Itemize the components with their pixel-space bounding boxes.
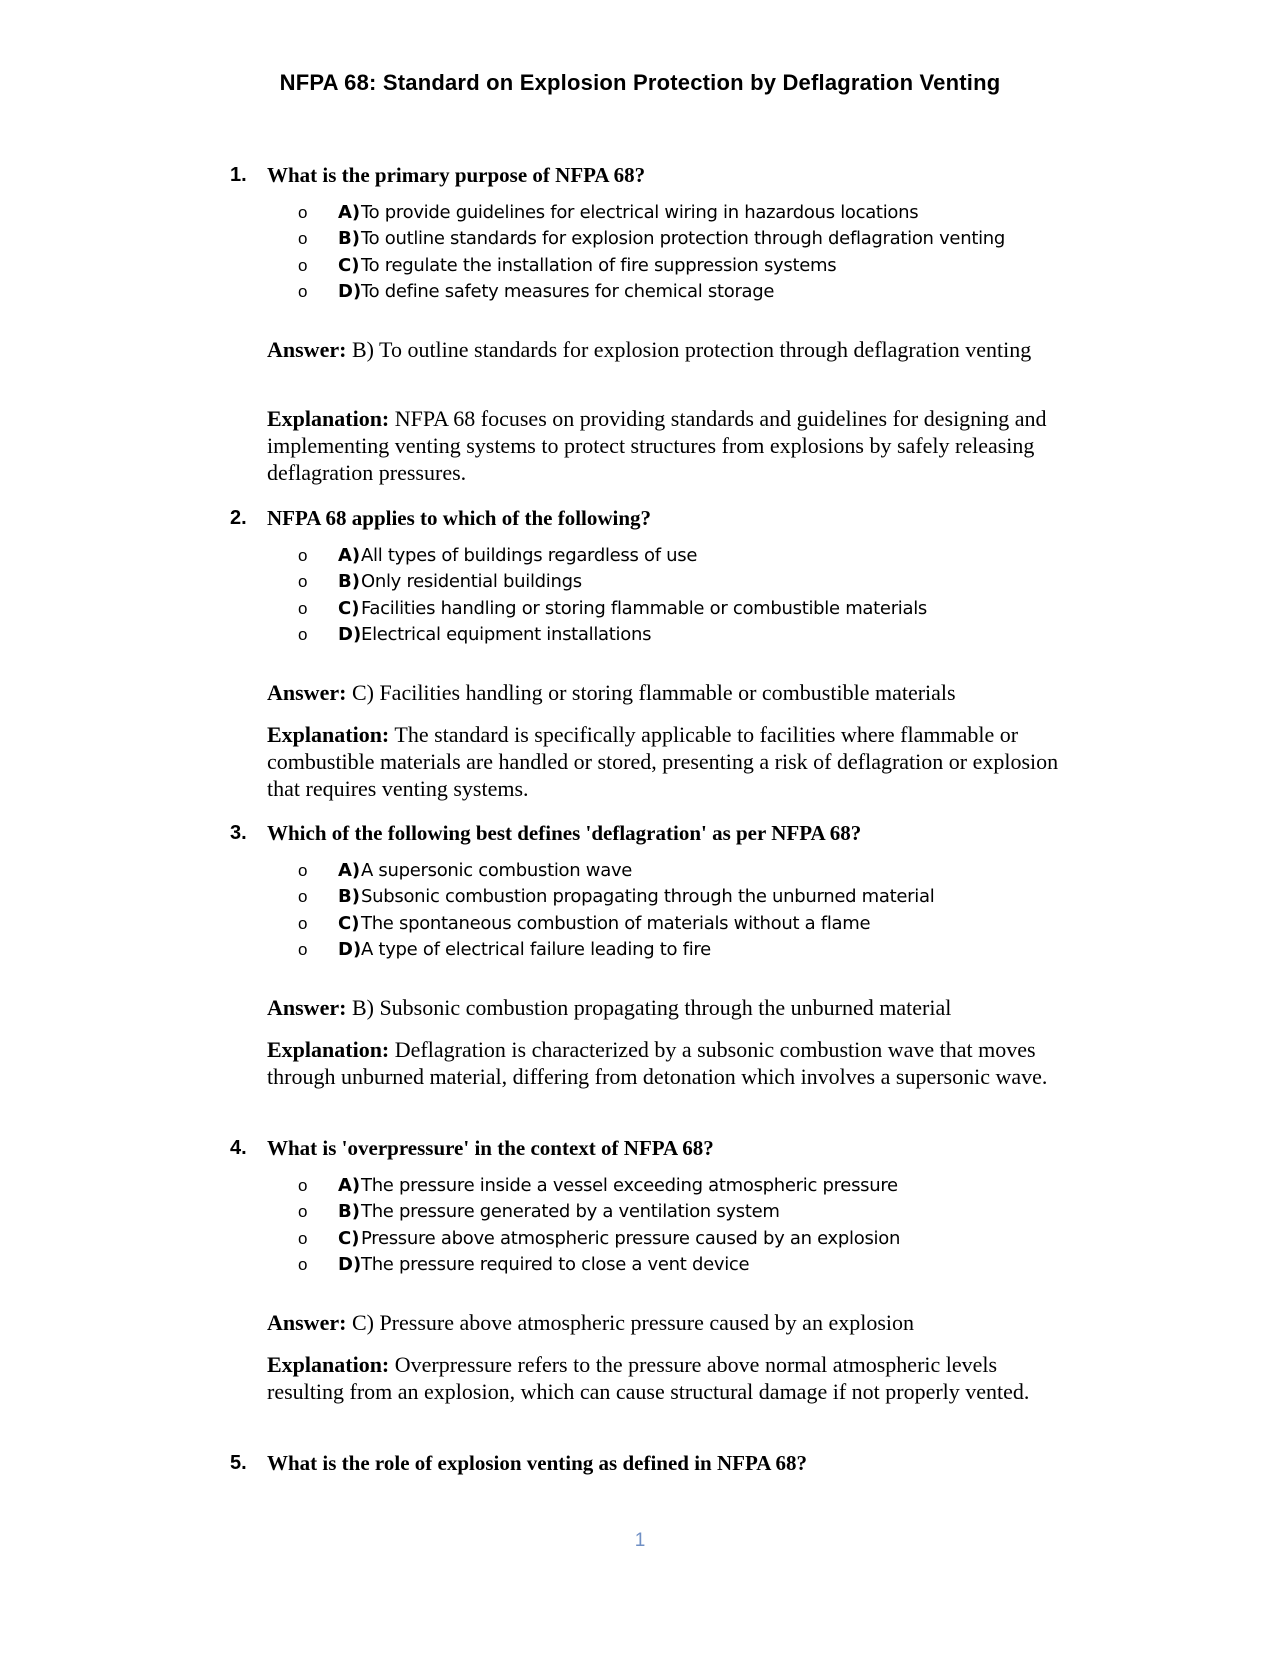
- bullet-icon: o: [298, 1254, 308, 1274]
- question-heading: [0, 1133, 1280, 1163]
- option-text: To outline standards for explosion protection through deflagration venting: [361, 228, 1006, 250]
- option-key: D): [338, 938, 362, 960]
- option-key: A): [338, 860, 361, 881]
- question-heading: [0, 818, 1280, 848]
- explanation-text: Overpressure refers to the pressure above normal atmospheric levels resulting from an explosion, which can cause structural damage if not properly vented.: [267, 1352, 1030, 1404]
- explanation-text: Deflagration is characterized by a subsonic combustion wave that moves through unburned material, differing from detonation which involves a supersonic wave.: [267, 1037, 1048, 1089]
- option-key: B): [338, 228, 360, 250]
- bullet-icon: o: [298, 255, 308, 275]
- bullet-icon: o: [298, 572, 308, 592]
- option-text: Only residential buildings: [361, 571, 582, 593]
- answer-text: B) Subsonic combustion propagating through the unburned material: [351, 995, 952, 1020]
- explanation-text: The standard is specifically applicable to facilities where flammable or combustible materials are handled or stored, presenting a risk of deflagration or explosion that requires venting systems.: [267, 722, 1059, 801]
- question-number: 5.: [230, 1452, 247, 1474]
- option-text: The pressure inside a vessel exceeding atmospheric pressure: [361, 1175, 898, 1196]
- option-a: [0, 1173, 1280, 1199]
- option-b: [0, 569, 1280, 595]
- option-list: [0, 858, 1280, 963]
- option-b: [0, 884, 1280, 910]
- answer: [267, 1309, 1077, 1336]
- option-d: [0, 279, 1280, 305]
- explanation-label: Explanation:: [267, 1037, 390, 1062]
- bullet-icon: o: [298, 598, 308, 618]
- question-number: 1.: [230, 164, 247, 186]
- option-c: [0, 253, 1280, 279]
- bullet-icon: o: [298, 1228, 308, 1248]
- explanation-label: Explanation:: [267, 722, 390, 747]
- bullet-icon: o: [298, 203, 308, 222]
- page-title: NFPA 68: Standard on Explosion Protection by Deflagration Venting: [279, 70, 1001, 95]
- option-key: D): [338, 623, 362, 645]
- option-text: A supersonic combustion wave: [361, 860, 633, 881]
- option-key: D): [338, 280, 362, 302]
- answer-text: C) Facilities handling or storing flammable or combustible materials: [351, 680, 956, 705]
- bullet-icon: o: [298, 624, 308, 644]
- bullet-icon: o: [298, 913, 308, 933]
- option-text: Pressure above atmospheric pressure caused by an explosion: [361, 1227, 901, 1249]
- bullet-icon: o: [298, 229, 308, 249]
- question-number: 3.: [230, 822, 247, 844]
- option-text: A type of electrical failure leading to fire: [361, 938, 711, 960]
- bullet-icon: o: [298, 861, 308, 880]
- page-number: 1: [634, 1530, 646, 1551]
- option-d: [0, 937, 1280, 963]
- option-key: C): [338, 597, 360, 619]
- answer: [267, 336, 1077, 363]
- option-d: [0, 622, 1280, 648]
- question-heading: [0, 503, 1280, 533]
- option-a: [0, 543, 1280, 569]
- explanation: [267, 405, 1077, 486]
- option-c: [0, 911, 1280, 937]
- option-key: C): [338, 254, 360, 276]
- option-text: The pressure generated by a ventilation system: [361, 1201, 780, 1223]
- option-text: All types of buildings regardless of use: [361, 545, 698, 566]
- option-b: [0, 226, 1280, 252]
- option-key: B): [338, 571, 360, 593]
- option-key: B): [338, 886, 360, 908]
- bullet-icon: o: [298, 1176, 308, 1195]
- option-c: [0, 1226, 1280, 1252]
- option-list: [0, 200, 1280, 305]
- option-text: To provide guidelines for electrical wiring in hazardous locations: [361, 202, 919, 223]
- option-key: B): [338, 1201, 360, 1223]
- question-text: What is the primary purpose of NFPA 68?: [267, 163, 646, 187]
- option-key: A): [338, 1175, 361, 1196]
- answer-label: Answer:: [267, 995, 347, 1020]
- option-key: A): [338, 545, 361, 566]
- option-key: A): [338, 202, 361, 223]
- question-text: NFPA 68 applies to which of the following?: [267, 506, 652, 530]
- option-text: Subsonic combustion propagating through the unburned material: [361, 886, 935, 908]
- question-text: Which of the following best defines 'deflagration' as per NFPA 68?: [267, 821, 862, 845]
- option-list: [0, 543, 1280, 648]
- option-d: [0, 1252, 1280, 1278]
- explanation-label: Explanation:: [267, 406, 390, 431]
- question-heading: [0, 160, 1280, 190]
- bullet-icon: o: [298, 887, 308, 907]
- bullet-icon: o: [298, 281, 308, 301]
- explanation-text: NFPA 68 focuses on providing standards and guidelines for designing and implementing venting systems to protect structures from explosions by safely releasing deflagration pressures.: [267, 406, 1047, 485]
- answer-label: Answer:: [267, 337, 347, 362]
- answer: [267, 994, 1077, 1021]
- option-text: To define safety measures for chemical storage: [361, 280, 775, 302]
- option-text: Facilities handling or storing flammable or combustible materials: [361, 597, 928, 619]
- question-text: What is 'overpressure' in the context of NFPA 68?: [267, 1136, 714, 1160]
- option-c: [0, 596, 1280, 622]
- option-key: D): [338, 1253, 362, 1275]
- question-number: 4.: [230, 1137, 247, 1159]
- option-key: C): [338, 1227, 360, 1249]
- option-a: [0, 858, 1280, 884]
- bullet-icon: o: [298, 546, 308, 565]
- explanation: [267, 1036, 1077, 1090]
- explanation: [267, 721, 1077, 802]
- explanation-label: Explanation:: [267, 1352, 390, 1377]
- question-heading: [0, 1448, 1280, 1478]
- option-text: Electrical equipment installations: [361, 623, 652, 645]
- answer-text: B) To outline standards for explosion protection through deflagration venting: [351, 337, 1032, 362]
- option-b: [0, 1199, 1280, 1225]
- answer-label: Answer:: [267, 1310, 347, 1335]
- answer-text: C) Pressure above atmospheric pressure caused by an explosion: [351, 1310, 915, 1335]
- option-a: [0, 200, 1280, 226]
- option-list: [0, 1173, 1280, 1278]
- option-text: The pressure required to close a vent device: [361, 1253, 750, 1275]
- answer-label: Answer:: [267, 680, 347, 705]
- option-text: To regulate the installation of fire suppression systems: [361, 254, 837, 276]
- bullet-icon: o: [298, 939, 308, 959]
- explanation: [267, 1351, 1077, 1405]
- question-text: What is the role of explosion venting as defined in NFPA 68?: [267, 1451, 808, 1475]
- question-number: 2.: [230, 507, 247, 529]
- bullet-icon: o: [298, 1202, 308, 1222]
- option-key: C): [338, 912, 360, 934]
- option-text: The spontaneous combustion of materials without a flame: [361, 912, 871, 934]
- answer: [267, 679, 1077, 706]
